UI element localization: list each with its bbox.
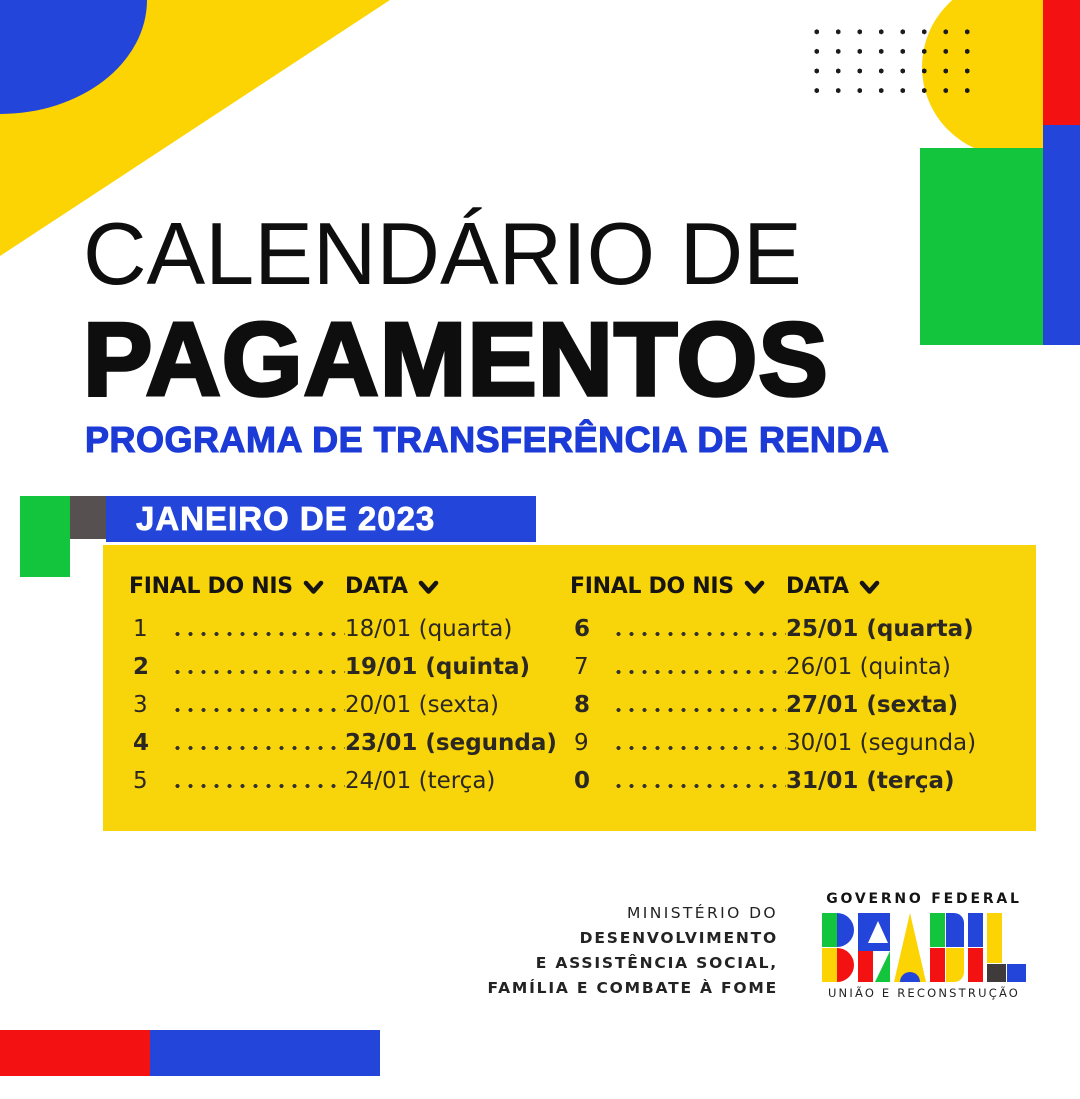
- nis-digit: 9: [574, 730, 589, 756]
- nis-digit: 2: [133, 654, 150, 680]
- blue-rectangle-shape: [1043, 125, 1080, 345]
- table-row: [129, 610, 569, 648]
- table-header-row: [570, 571, 1010, 601]
- green-square-shape: [920, 148, 1043, 345]
- program-subtitle: PROGRAMA DE TRANSFERÊNCIA DE RENDA: [85, 419, 890, 460]
- payment-date: 31/01 (terça): [786, 768, 955, 794]
- dotted-leader: [171, 669, 345, 675]
- table-row: [129, 724, 569, 762]
- payment-date: 26/01 (quinta): [786, 654, 951, 680]
- chevron-down-icon: [744, 580, 765, 595]
- payment-table: [103, 545, 1036, 831]
- payment-date: 30/01 (segunda): [786, 730, 977, 756]
- government-logo-block: [820, 891, 1028, 1000]
- chevron-down-icon: [859, 580, 880, 595]
- table-row: [570, 724, 1010, 762]
- ministry-line: E ASSISTÊNCIA SOCIAL,: [535, 954, 778, 972]
- dotted-leader: [171, 631, 345, 637]
- page-title-line2: PAGAMENTOS: [83, 302, 829, 418]
- dotted-leader: [612, 669, 786, 675]
- ministry-line: MINISTÉRIO DO: [626, 904, 778, 922]
- nis-digit: 6: [574, 616, 591, 642]
- payment-date: 23/01 (segunda): [345, 730, 557, 756]
- payment-date: 24/01 (terça): [345, 768, 496, 794]
- payment-date: 25/01 (quarta): [786, 616, 974, 642]
- uniao-reconstrucao-label: UNIÃO E RECONSTRUÇÃO: [827, 986, 1021, 1000]
- green-accent-square: [20, 496, 70, 577]
- table-group-right: [570, 571, 1010, 831]
- payment-date: 19/01 (quinta): [345, 654, 531, 680]
- nis-digit: 4: [133, 730, 150, 756]
- dotted-leader: [171, 783, 345, 789]
- gray-accent-square: [70, 496, 108, 539]
- ministry-line: DESENVOLVIMENTO: [579, 929, 778, 947]
- table-row: [570, 648, 1010, 686]
- bottom-blue-bar: [150, 1030, 380, 1076]
- table-row: [129, 686, 569, 724]
- bottom-red-bar: [0, 1030, 150, 1076]
- nis-digit: 7: [574, 654, 589, 680]
- nis-digit: 0: [574, 768, 591, 794]
- date-column-header: DATA: [345, 573, 408, 599]
- payment-date: 20/01 (sexta): [345, 692, 499, 718]
- nis-column-header: FINAL DO NIS: [570, 573, 734, 599]
- dotted-leader: [612, 745, 786, 751]
- ministry-line: FAMÍLIA E COMBATE À FOME: [487, 979, 778, 997]
- payment-date: 27/01 (sexta): [786, 692, 959, 718]
- nis-digit: 8: [574, 692, 591, 718]
- nis-digit: 1: [133, 616, 148, 642]
- dotted-leader: [612, 707, 786, 713]
- brasil-logo: [822, 913, 1026, 982]
- governo-federal-label: GOVERNO FEDERAL: [826, 891, 1022, 907]
- chevron-down-icon: [303, 580, 324, 595]
- nis-digit: 5: [133, 768, 148, 794]
- table-group-left: [129, 571, 569, 831]
- table-row: [570, 762, 1010, 800]
- payment-date: 18/01 (quarta): [345, 616, 513, 642]
- page-title-line1: CALENDÁRIO DE: [83, 204, 802, 303]
- month-banner: JANEIRO DE 2023: [106, 496, 536, 542]
- dotted-leader: [612, 783, 786, 789]
- table-row: [570, 686, 1010, 724]
- chevron-down-icon: [418, 580, 439, 595]
- title-block: [83, 204, 829, 418]
- red-rectangle-shape: [1043, 0, 1080, 125]
- ministry-text-block: [400, 901, 778, 1001]
- table-row: [129, 648, 569, 686]
- table-row: [570, 610, 1010, 648]
- dotted-leader: [612, 631, 786, 637]
- table-header-row: [129, 571, 569, 601]
- date-column-header: DATA: [786, 573, 849, 599]
- dots-pattern: [806, 22, 978, 102]
- nis-digit: 3: [133, 692, 148, 718]
- table-row: [129, 762, 569, 800]
- nis-column-header: FINAL DO NIS: [129, 573, 293, 599]
- dotted-leader: [171, 707, 345, 713]
- dotted-leader: [171, 745, 345, 751]
